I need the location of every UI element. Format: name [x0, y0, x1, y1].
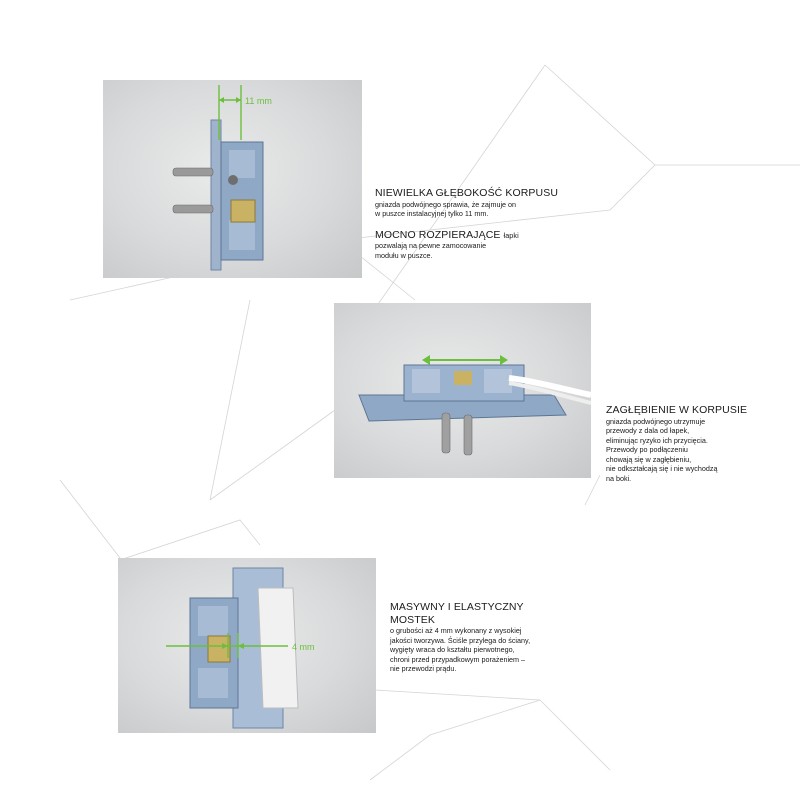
section1-title: NIEWIELKA GŁĘBOKOŚĆ KORPUSU — [375, 187, 558, 199]
section3-description — [390, 601, 570, 674]
socket-cavity-illustration — [334, 303, 591, 478]
section1-title2-suffix: łapki — [503, 230, 519, 240]
section1-body2: pozwalają na pewne zamocowanie modułu w puszce. — [375, 241, 487, 260]
section1-description — [375, 187, 585, 260]
photo-socket-bridge — [118, 558, 376, 733]
section2-title: ZAGŁĘBIENIE W KORPUSIE — [606, 404, 748, 416]
socket-side-illustration — [103, 80, 362, 278]
photo-socket-side-depth — [103, 80, 362, 278]
section1-body: gniazda podwójnego sprawia, że zajmuje on w puszce instalacyjnej tylko 11 mm. — [375, 199, 517, 219]
section1-title2-text: MOCNO ROZPIERAJĄCE — [375, 228, 501, 241]
photo-socket-cavity — [334, 303, 591, 478]
section2-description — [606, 404, 776, 483]
dimension-label-11mm: 11 mm — [245, 96, 272, 106]
dimension-label-4mm: 4 mm — [292, 642, 315, 652]
section3-title: MASYWNY I ELASTYCZNY MOSTEK — [390, 601, 524, 626]
section1-title2 — [375, 229, 585, 242]
section2-body: gniazda podwójnego utrzymuje przewody z dala od łapek, eliminując ryzyko ich przycięcia. Przewody po podłączeniu chowają się w zagłębieniu, nie odkształcają się i nie wychodzą na boki. — [606, 416, 718, 483]
socket-bridge-illustration — [118, 558, 376, 733]
section3-body: o grubości aż 4 mm wykonany z wysokiej jakości tworzywa. Ściśle przylega do ściany, wygięty wraca do kształtu pierwotnego, chroni przed przypadkowym porażeniem – nie przewodzi prądu. — [390, 626, 531, 674]
